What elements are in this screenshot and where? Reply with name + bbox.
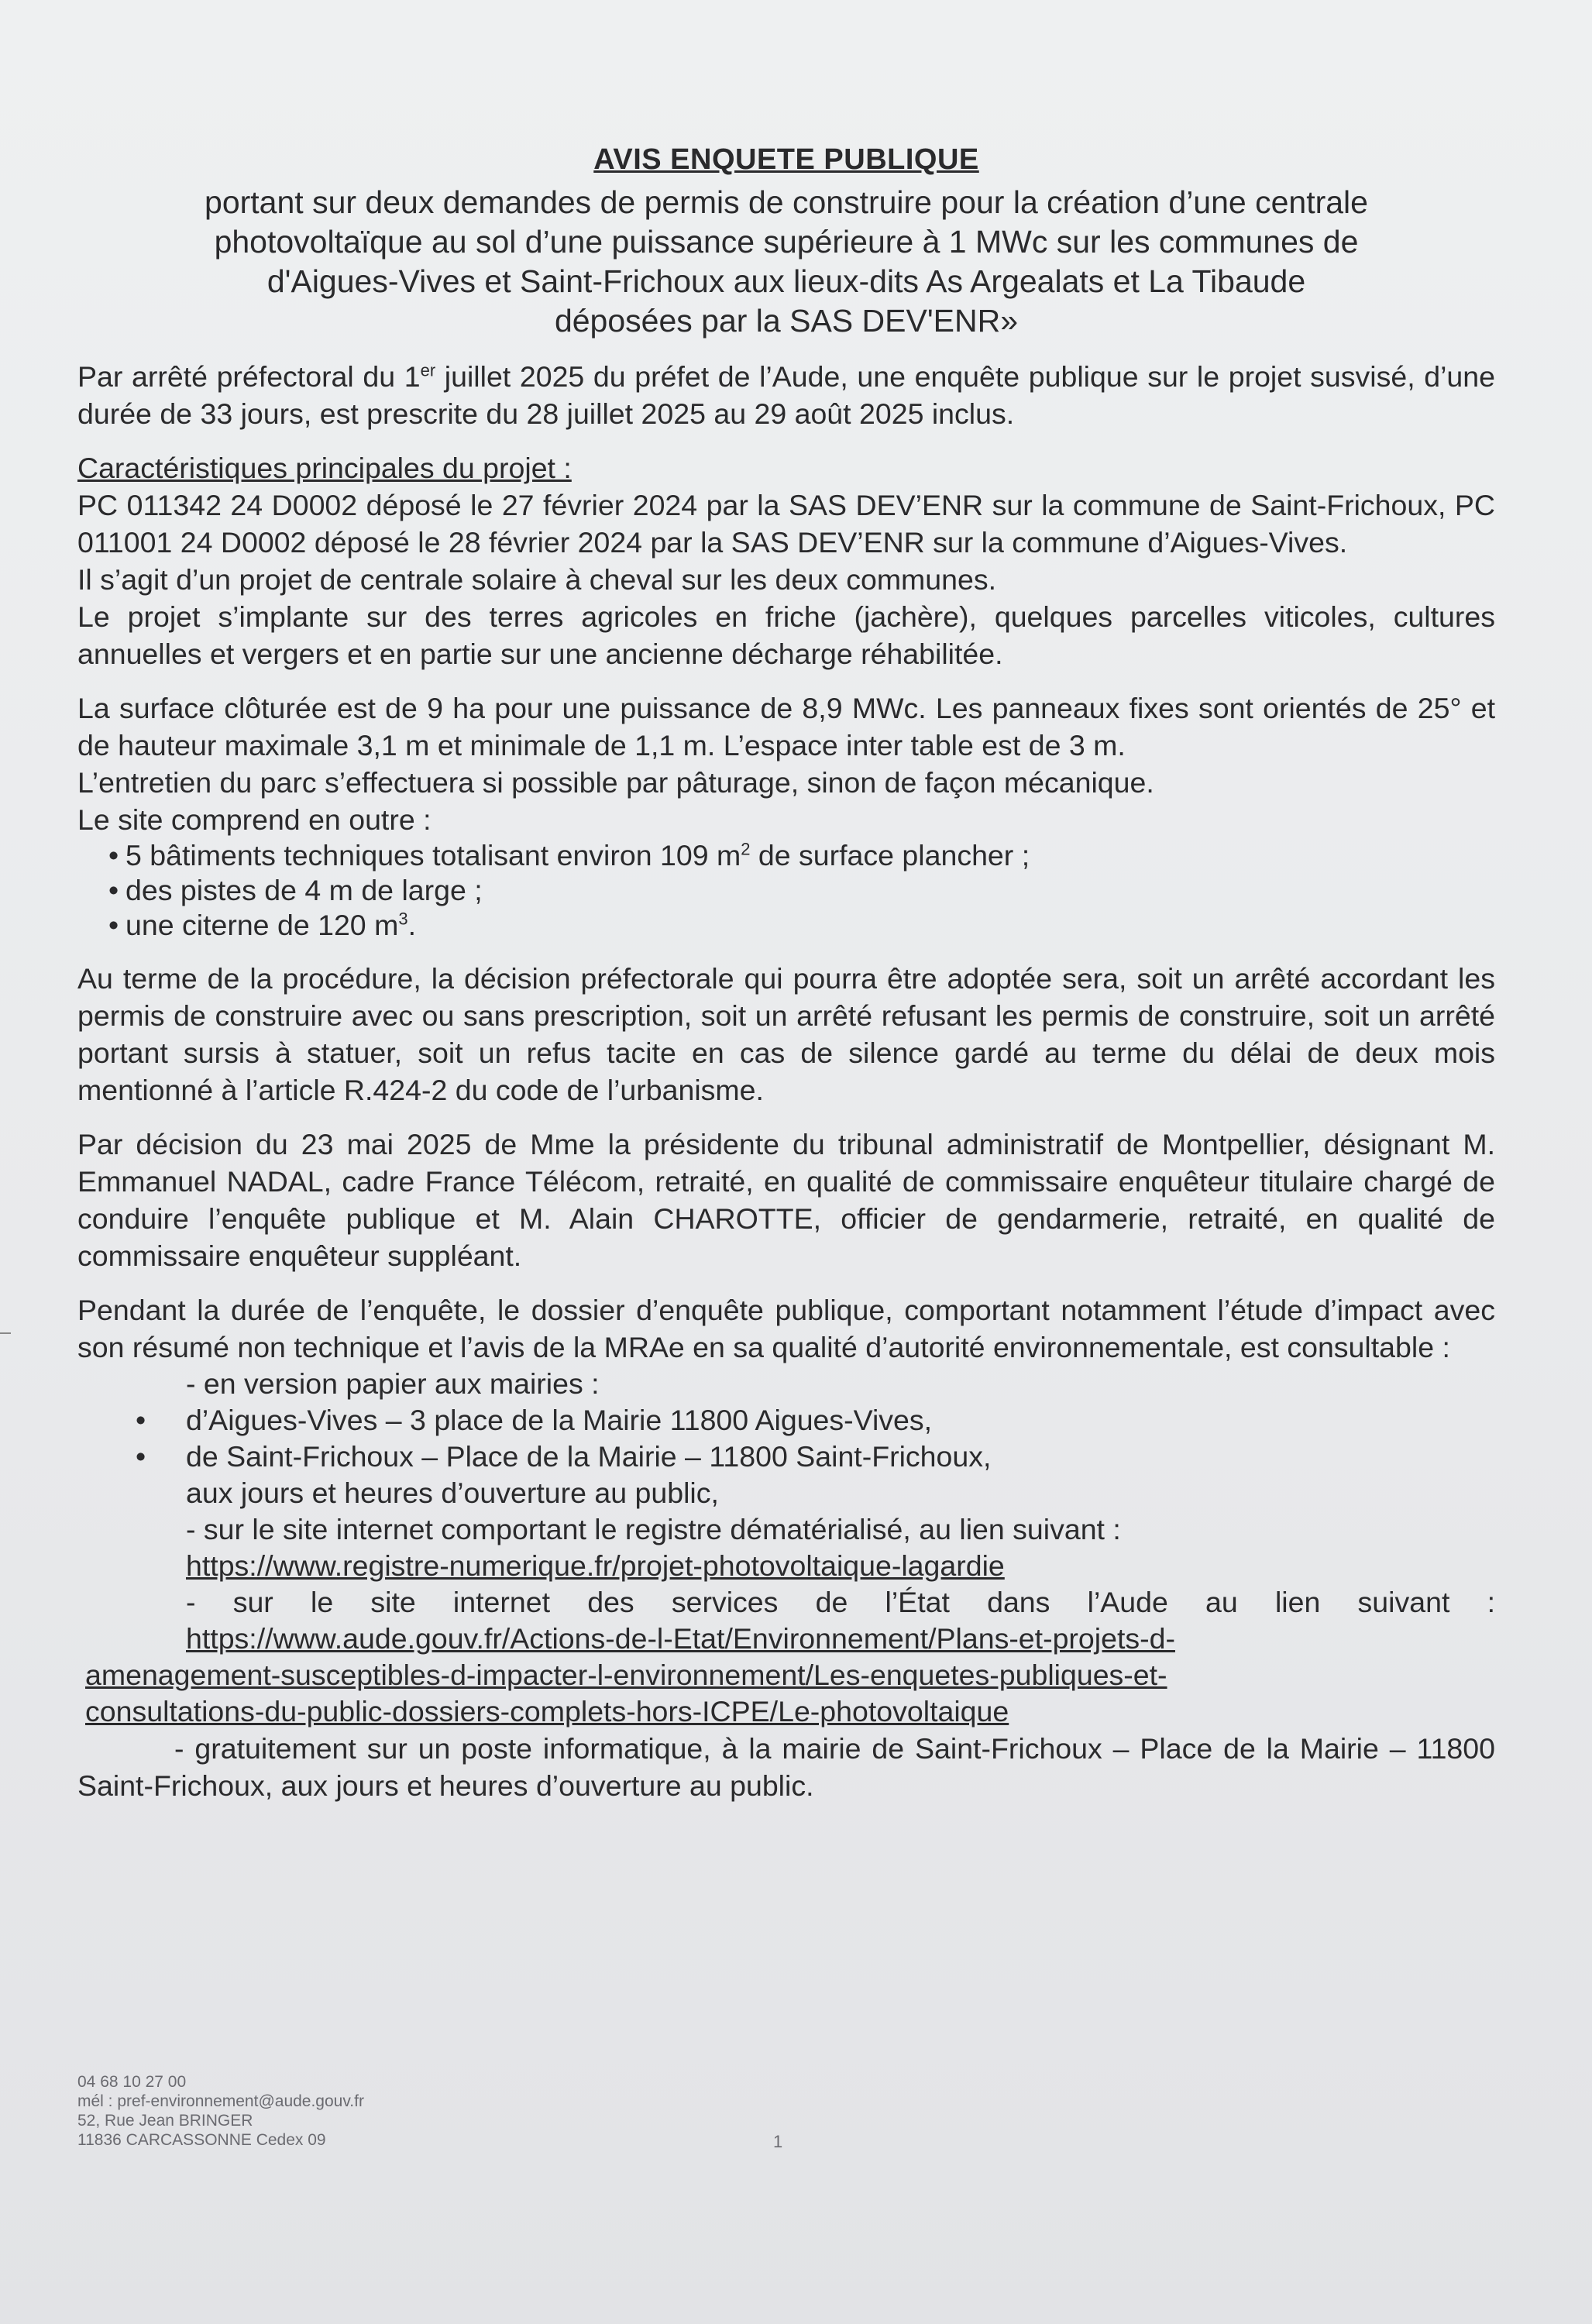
- item-text: 5 bâtiments techniques totalisant environ 109 m: [126, 839, 741, 871]
- footer-street: 52, Rue Jean BRINGER: [77, 2112, 253, 2130]
- maintenance-line: L’entretien du parc s’effectuera si possible par pâturage, sinon de façon mécanique.: [77, 766, 1154, 799]
- title-block: [77, 143, 1495, 341]
- superscript: 2: [741, 839, 751, 859]
- state-link[interactable]: amenagement-susceptibles-d-impacter-l-environnement/Les-enquetes-publiques-et-: [85, 1659, 1167, 1691]
- item-text: .: [407, 909, 416, 941]
- site-items-list: [77, 838, 1495, 943]
- list-item: • une citerne de 120 $m^3$.: [108, 909, 416, 941]
- subtitle-line: d'Aigues-Vives et Saint-Frichoux aux lieux-dits As Argealats et La Tibaude: [266, 263, 1306, 299]
- mairie-text: de Saint-Frichoux – Place de la Mairie – 11800 Saint-Frichoux,: [186, 1440, 992, 1473]
- subtitle-line: photovoltaïque au sol d’une puissance supérieure à 1 MWc sur les communes de: [214, 224, 1359, 260]
- decision-paragraph: Au terme de la procédure, la décision préfectorale qui pourra être adoptée sera, soit un arrêté accordant les permis de construire avec ou sans prescription, soit un arrêté refusant les permis de construire, soit un arrêté portant sursis à statuer, soit un refus tacite en cas de silence gardé au terme du délai de deux mois mentionné à l’article R.424-2 du code de l’urbanisme.: [77, 962, 1495, 1106]
- state-link[interactable]: https://www.aude.gouv.fr/Actions-de-l-Etat/Environnement/Plans-et-projets-d-: [186, 1622, 1175, 1655]
- paper-version-line: - en version papier aux mairies :: [186, 1367, 600, 1400]
- margin-mark: [0, 1332, 11, 1334]
- project-line: Il s’agit d’un projet de centrale solaire à cheval sur les deux communes.: [77, 563, 997, 596]
- document-body: [77, 143, 1495, 1804]
- footer-phone: 04 68 10 27 00: [77, 2073, 187, 2091]
- mairie-item: • de Saint-Frichoux – Place de la Mairie – 11800 Saint-Frichoux,: [136, 1440, 992, 1473]
- subtitle-line: portant sur deux demandes de permis de construire pour la création d’une centrale: [205, 184, 1368, 220]
- item-text: de surface plancher ;: [750, 839, 1030, 871]
- hours-line: aux jours et heures d’ouverture au public,: [186, 1477, 719, 1509]
- commissioner-paragraph: Par décision du 23 mai 2025 de Mme la présidente du tribunal administratif de Montpellier, désignant M. Emmanuel NADAL, cadre France Télécom, retraité, en qualité de commissaire enquêteur titulaire chargé de conduire l’enquête publique et M. Alain CHAROTTE, officier de gendarmerie, retraité, en qualité de commissaire enquêteur suppléant.: [77, 1128, 1495, 1272]
- intro-paragraph: [77, 358, 1495, 432]
- list-item: • 5 bâtiments techniques totalisant environ 109 $m^2$ de surface plancher ;: [108, 839, 1030, 871]
- intro-text: juillet 2025 du préfet de l’Aude, une enquête publique sur le projet susvisé, d’une durée de 33 jours, est prescrite du 28 juillet 2025 au 29 août 2025 inclus.: [77, 360, 1496, 430]
- list-item: • des pistes de 4 m de large ;: [108, 874, 483, 906]
- state-site-line: - sur le site internet des services de l’État dans l’Aude au lien suivant :: [186, 1586, 1495, 1618]
- page-number: 1: [773, 2132, 783, 2151]
- state-link-block: [77, 1621, 1495, 1730]
- registry-link[interactable]: https://www.registre-numerique.fr/projet-photovoltaique-lagardie: [186, 1549, 1005, 1582]
- mairie-text: d’Aigues-Vives – 3 place de la Mairie 11800 Aigues-Vives,: [186, 1404, 933, 1436]
- item-text: une citerne de 120 m: [126, 909, 399, 941]
- footer-contact: [77, 2072, 364, 2150]
- intro-text: Par arrêté préfectoral du 1: [77, 360, 421, 393]
- characteristics-section: [77, 449, 1495, 672]
- superscript: 3: [398, 909, 408, 929]
- site-intro-line: Le site comprend en outre :: [77, 803, 432, 836]
- mairie-item: • d’Aigues-Vives – 3 place de la Mairie 11800 Aigues-Vives,: [136, 1404, 933, 1436]
- surface-section: [77, 689, 1495, 943]
- footer-email: mél : pref-environnement@aude.gouv.fr: [77, 2092, 364, 2110]
- permit-paragraph: PC 011342 24 D0002 déposé le 27 février 2024 par la SAS DEV’ENR sur la commune de Saint-Frichoux, PC 011001 24 D0002 déposé le 28 février 2024 par la SAS DEV’ENR sur la commune d’Aigues-Vives.: [77, 489, 1495, 559]
- surface-paragraph: La surface clôturée est de 9 ha pour une puissance de 8,9 MWc. Les panneaux fixes sont orientés de 25° et de hauteur maximale 3,1 m et minimale de 1,1 m. L’espace inter table est de 3 m.: [77, 692, 1495, 761]
- registry-line: - sur le site internet comportant le registre dématérialisé, au lien suivant :: [186, 1513, 1121, 1545]
- consultation-intro: Pendant la durée de l’enquête, le dossier d’enquête publique, comportant notamment l’étude d’impact avec son résumé non technique et l’avis de la MRAe en sa qualité d’autorité environnementale, est consultable :: [77, 1294, 1495, 1363]
- characteristics-heading: Caractéristiques principales du projet :: [77, 452, 572, 484]
- subtitle-line: déposées par la SAS DEV'ENR»: [554, 303, 1019, 339]
- footer-city: 11836 CARCASSONNE Cedex 09: [77, 2131, 326, 2149]
- project-line: Le projet s’implante sur des terres agricoles en friche (jachère), quelques parcelles viticoles, cultures annuelles et vergers et en partie sur une ancienne décharge réhabilitée.: [77, 600, 1495, 670]
- consultation-section: [77, 1291, 1495, 1804]
- item-text: des pistes de 4 m de large ;: [126, 874, 483, 906]
- page-title: AVIS ENQUETE PUBLIQUE: [593, 143, 979, 176]
- state-link[interactable]: consultations-du-public-dossiers-complets-hors-ICPE/Le-photovoltaique: [85, 1695, 1009, 1728]
- free-access-paragraph: - gratuitement sur un poste informatique, à la mairie de Saint-Frichoux – Place de la Mairie – 11800 Saint-Frichoux, aux jours et heures d’ouverture au public.: [77, 1732, 1495, 1802]
- superscript: er: [420, 360, 436, 380]
